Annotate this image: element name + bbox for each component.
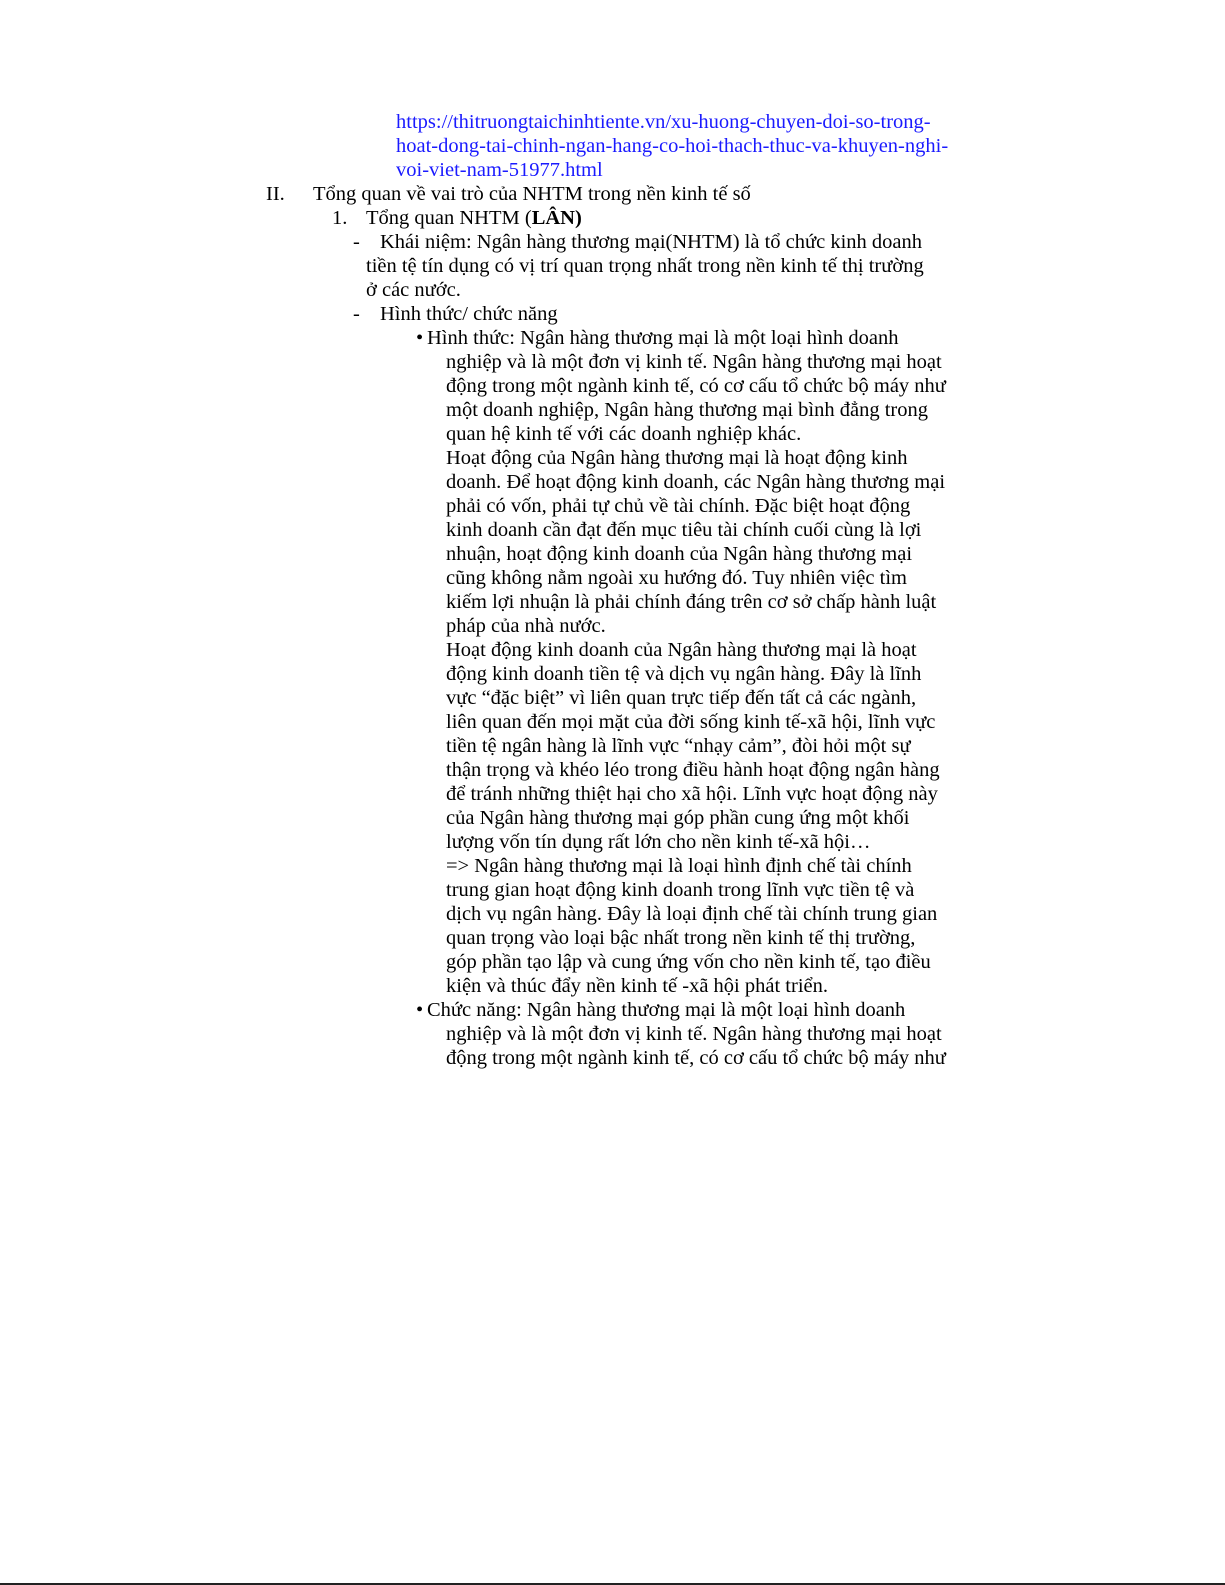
text-line: nghiệp và là một đơn vị kinh tế. Ngân hàng thương mại hoạt bbox=[446, 1023, 942, 1045]
text-line: trung gian hoạt động kinh doanh trong lĩnh vực tiền tệ và bbox=[446, 879, 915, 901]
reference-link-line[interactable]: hoat-dong-tai-chinh-ngan-hang-co-hoi-thach-thuc-va-khuyen-nghi- bbox=[396, 135, 949, 157]
text-line: để tránh những thiệt hại cho xã hội. Lĩnh vực hoạt động này bbox=[446, 783, 938, 805]
text-line: Hoạt động kinh doanh của Ngân hàng thương mại là hoạt bbox=[446, 639, 917, 661]
text-line: cũng không nằm ngoài xu hướng đó. Tuy nhiên việc tìm bbox=[446, 567, 907, 589]
text-line: kiện và thúc đẩy nền kinh tế -xã hội phát triển. bbox=[446, 975, 828, 997]
text-line: kiếm lợi nhuận là phải chính đáng trên cơ sở chấp hành luật bbox=[446, 591, 937, 613]
reference-link-line[interactable]: voi-viet-nam-51977.html bbox=[396, 159, 603, 181]
text-line: Hoạt động của Ngân hàng thương mại là hoạt động kinh bbox=[446, 447, 908, 469]
text-line: thận trọng và khéo léo trong điều hành hoạt động ngân hàng bbox=[446, 759, 940, 781]
text-line: vực “đặc biệt” vì liên quan trực tiếp đến tất cả các ngành, bbox=[446, 687, 917, 709]
text-line: quan hệ kinh tế với các doanh nghiệp khác. bbox=[446, 423, 802, 445]
list-dash: - bbox=[353, 231, 360, 253]
text-line: Khái niệm: Ngân hàng thương mại(NHTM) là tổ chức kinh doanh bbox=[380, 231, 923, 253]
bullet-icon: • bbox=[416, 999, 424, 1021]
text-line: tiền tệ ngân hàng là lĩnh vực “nhạy cảm”, đòi hỏi một sự bbox=[446, 735, 911, 757]
text-line: liên quan đến mọi mặt của đời sống kinh tế-xã hội, lĩnh vực bbox=[446, 711, 936, 733]
text-line: phải có vốn, phải tự chủ về tài chính. Đặc biệt hoạt động bbox=[446, 495, 911, 517]
list-dash: - bbox=[353, 303, 360, 325]
section-number: II. bbox=[266, 183, 285, 205]
text-line: một doanh nghiệp, Ngân hàng thương mại bình đẳng trong bbox=[446, 399, 928, 421]
text-line: dịch vụ ngân hàng. Đây là loại định chế tài chính trung gian bbox=[446, 903, 938, 925]
text-line: pháp của nhà nước. bbox=[446, 615, 606, 637]
text-line: động trong một ngành kinh tế, có cơ cấu tổ chức bộ máy như bbox=[446, 375, 946, 397]
bullet-icon: • bbox=[416, 327, 424, 349]
text-line: nhuận, hoạt động kinh doanh của Ngân hàng thương mại bbox=[446, 543, 913, 565]
author-tag: LÂN) bbox=[531, 207, 582, 229]
text-line: góp phần tạo lập và cung ứng vốn cho nền kinh tế, tạo điều bbox=[446, 951, 931, 973]
form-function-label: Hình thức/ chức năng bbox=[380, 303, 558, 325]
text-line: tiền tệ tín dụng có vị trí quan trọng nhất trong nền kinh tế thị trường bbox=[366, 255, 924, 277]
section-title: Tổng quan về vai trò của NHTM trong nền kinh tế số bbox=[313, 183, 751, 205]
text-line: kinh doanh cần đạt đến mục tiêu tài chính cuối cùng là lợi bbox=[446, 519, 922, 541]
subsection-number: 1. bbox=[332, 207, 348, 229]
text-line: lượng vốn tín dụng rất lớn cho nền kinh tế-xã hội… bbox=[446, 831, 871, 853]
text-line: của Ngân hàng thương mại góp phần cung ứng một khối bbox=[446, 807, 910, 829]
text-line: Hình thức: Ngân hàng thương mại là một loại hình doanh bbox=[427, 327, 899, 349]
text-line: Chức năng: Ngân hàng thương mại là một loại hình doanh bbox=[427, 999, 906, 1021]
text-line: nghiệp và là một đơn vị kinh tế. Ngân hàng thương mại hoạt bbox=[446, 351, 942, 373]
reference-link-line[interactable]: https://thitruongtaichinhtiente.vn/xu-huong-chuyen-doi-so-trong- bbox=[396, 111, 931, 133]
subsection-title bbox=[366, 206, 582, 230]
text-line: động kinh doanh tiền tệ và dịch vụ ngân hàng. Đây là lĩnh bbox=[446, 663, 922, 685]
text-line: động trong một ngành kinh tế, có cơ cấu tổ chức bộ máy như bbox=[446, 1047, 946, 1069]
text-line: quan trọng vào loại bậc nhất trong nền kinh tế thị trường, bbox=[446, 927, 916, 949]
text-line: => Ngân hàng thương mại là loại hình định chế tài chính bbox=[446, 855, 912, 877]
text-line: doanh. Để hoạt động kinh doanh, các Ngân hàng thương mại bbox=[446, 471, 946, 493]
text-line: ở các nước. bbox=[366, 279, 461, 301]
subsection-title-text: Tổng quan NHTM ( bbox=[366, 207, 532, 229]
